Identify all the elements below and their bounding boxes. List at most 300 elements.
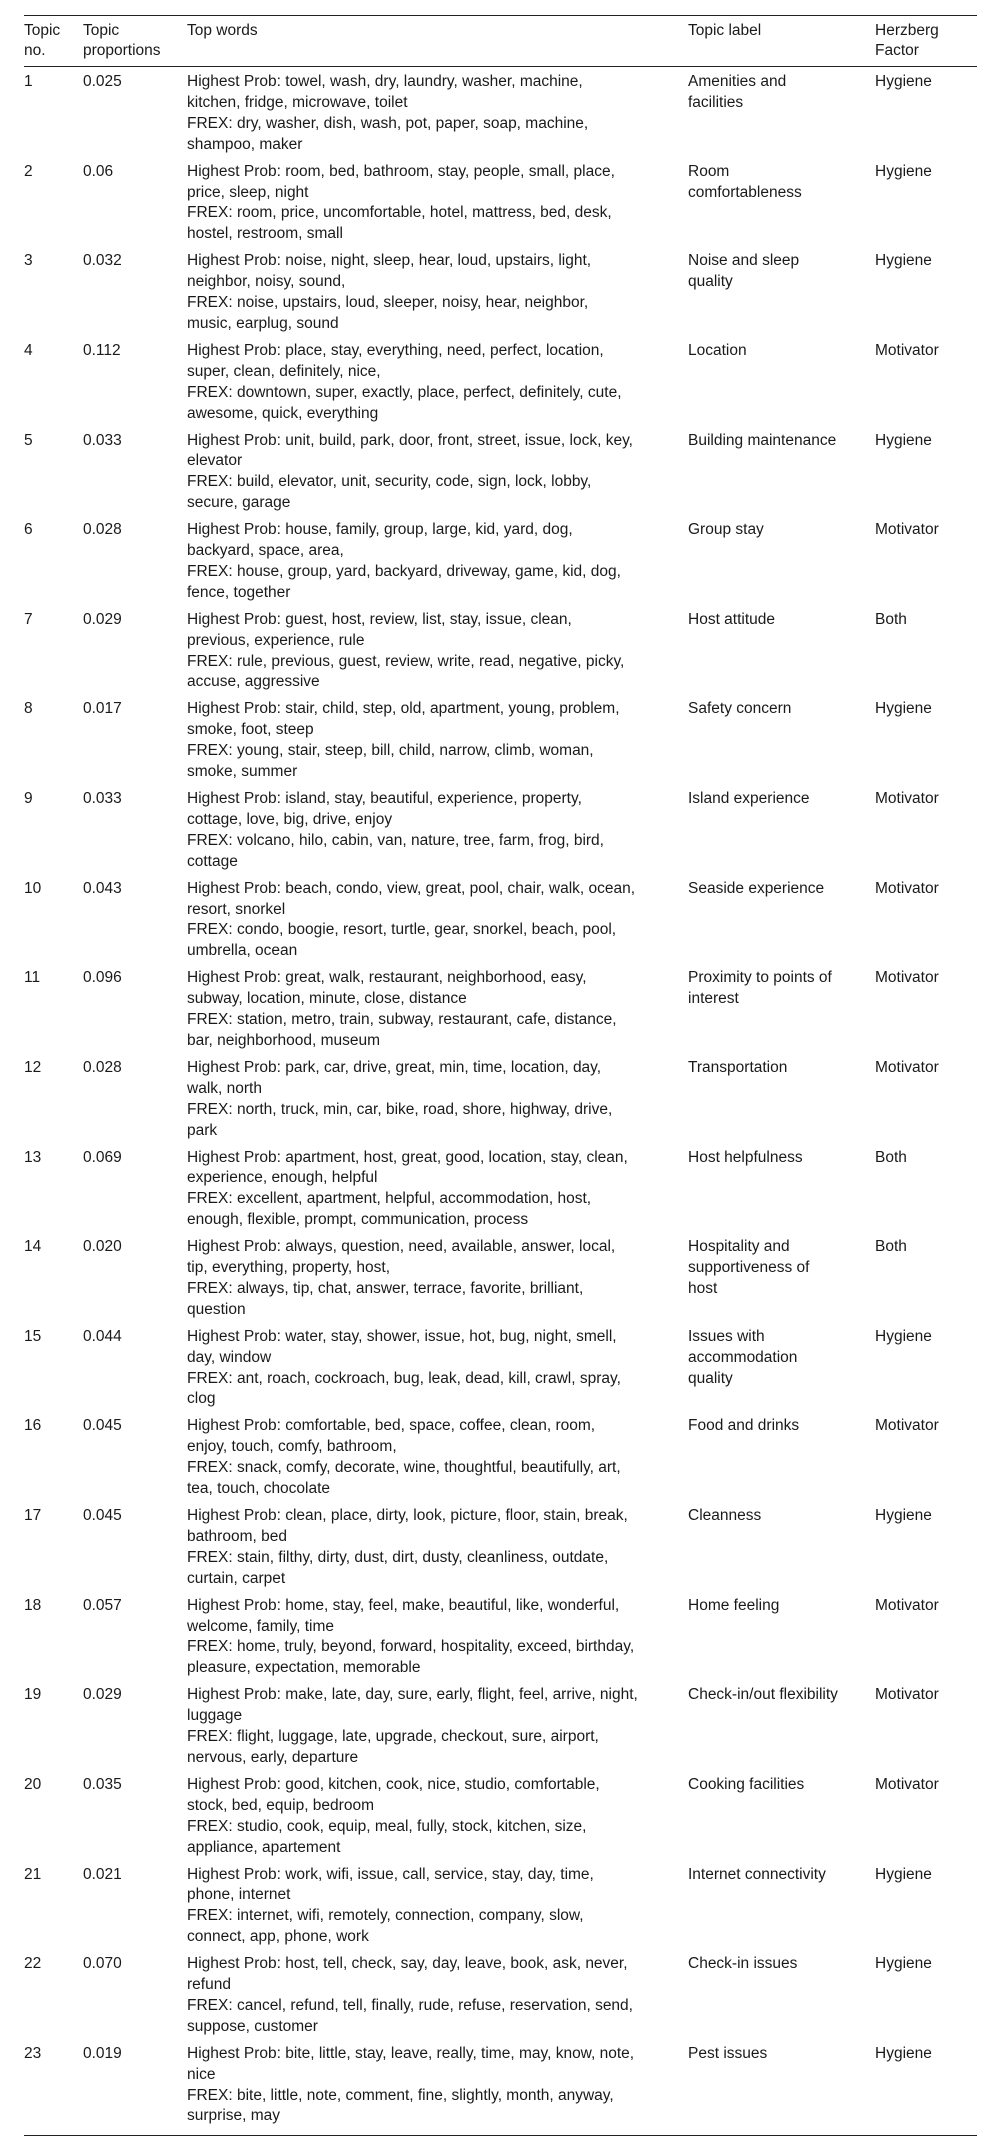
topic-table <box>24 15 977 2136</box>
cell-top-words <box>187 1591 688 1681</box>
frex-line: awesome, quick, everything <box>187 404 379 422</box>
table-row <box>24 1501 977 1591</box>
topic-number: 11 <box>24 969 41 987</box>
frex-line: FREX: snack, comfy, decorate, wine, thoughtful, beautifully, art, <box>187 1459 621 1477</box>
cell-top-words <box>187 1232 688 1322</box>
cell-topic-no <box>24 963 83 1053</box>
cell-topic-no <box>24 1591 83 1681</box>
frex-line: FREX: home, truly, beyond, forward, hospitality, exceed, birthday, <box>187 1638 635 1656</box>
table-row <box>24 605 977 695</box>
cell-topic-label <box>688 426 875 516</box>
highest-prob-line: experience, enough, helpful <box>187 1169 378 1187</box>
topic-proportion: 0.021 <box>83 1865 122 1883</box>
cell-top-words <box>187 784 688 874</box>
cell-topic-label <box>688 67 875 157</box>
frex-line: clog <box>187 1390 216 1408</box>
cell-top-words <box>187 246 688 336</box>
topic-number: 4 <box>24 341 33 359</box>
cell-topic-label <box>688 515 875 605</box>
cell-topic-no <box>24 1322 83 1412</box>
header-text: Topic <box>83 22 120 39</box>
topic-label-line: Amenities and <box>688 73 787 90</box>
cell-top-words <box>187 67 688 157</box>
cell-topic-label <box>688 1232 875 1322</box>
cell-topic-proportion <box>83 336 187 426</box>
cell-topic-proportion <box>83 515 187 605</box>
highest-prob-line: Highest Prob: great, walk, restaurant, neighborhood, easy, <box>187 969 587 987</box>
topic-number: 13 <box>24 1148 42 1166</box>
frex-line: FREX: internet, wifi, remotely, connection, company, slow, <box>187 1907 584 1925</box>
table-row <box>24 336 977 426</box>
highest-prob-line: kitchen, fridge, microwave, toilet <box>187 93 408 111</box>
highest-prob-line: cottage, love, big, drive, enjoy <box>187 810 393 828</box>
frex-line: suppose, customer <box>187 2017 318 2035</box>
table-row <box>24 157 977 247</box>
highest-prob-line: Highest Prob: house, family, group, large, kid, yard, dog, <box>187 521 573 539</box>
topic-label-line: Pest issues <box>688 2044 768 2062</box>
herzberg-factor: Motivator <box>875 1417 939 1435</box>
topic-proportion: 0.025 <box>83 73 122 90</box>
highest-prob-line: Highest Prob: apartment, host, great, good, location, stay, clean, <box>187 1148 628 1166</box>
cell-topic-label <box>688 1770 875 1860</box>
topic-label-line: Cooking facilities <box>688 1775 805 1793</box>
topic-label-line: quality <box>688 273 733 291</box>
herzberg-factor: Motivator <box>875 790 939 807</box>
topic-label-line: Room <box>688 162 730 180</box>
cell-top-words <box>187 1143 688 1233</box>
topic-label-line: Check-in/out flexibility <box>688 1686 838 1704</box>
frex-line: FREX: station, metro, train, subway, restaurant, cafe, distance, <box>187 1011 617 1029</box>
highest-prob-line: Highest Prob: make, late, day, sure, early, flight, feel, arrive, night, <box>187 1686 638 1704</box>
cell-topic-no <box>24 1770 83 1860</box>
topic-number: 16 <box>24 1417 42 1435</box>
cell-herzberg-factor <box>875 1143 977 1233</box>
table-row <box>24 1232 977 1322</box>
cell-herzberg-factor <box>875 1322 977 1412</box>
cell-topic-no <box>24 874 83 964</box>
topic-label-line: Safety concern <box>688 700 792 718</box>
herzberg-factor: Motivator <box>875 1596 939 1614</box>
highest-prob-line: tip, everything, property, host, <box>187 1259 391 1277</box>
topic-label-line: Noise and sleep <box>688 252 800 270</box>
highest-prob-line: Highest Prob: towel, wash, dry, laundry, washer, machine, <box>187 73 583 90</box>
header-topic-proportions <box>83 16 187 67</box>
cell-top-words <box>187 874 688 964</box>
cell-top-words <box>187 1322 688 1412</box>
frex-line: FREX: downtown, super, exactly, place, perfect, definitely, cute, <box>187 383 622 401</box>
topic-number: 10 <box>24 879 42 897</box>
cell-topic-label <box>688 694 875 784</box>
topic-number: 20 <box>24 1775 42 1793</box>
topic-number: 1 <box>24 73 33 90</box>
topic-label-line: Host attitude <box>688 610 776 628</box>
topic-table-container <box>24 15 977 2136</box>
cell-herzberg-factor <box>875 1053 977 1143</box>
cell-herzberg-factor <box>875 784 977 874</box>
frex-line: FREX: room, price, uncomfortable, hotel, mattress, bed, desk, <box>187 204 612 222</box>
cell-herzberg-factor <box>875 1232 977 1322</box>
table-row <box>24 246 977 336</box>
frex-line: FREX: studio, cook, equip, meal, fully, stock, kitchen, size, <box>187 1817 587 1835</box>
herzberg-factor: Hygiene <box>875 1507 932 1524</box>
table-row <box>24 874 977 964</box>
cell-topic-label <box>688 1591 875 1681</box>
table-row <box>24 784 977 874</box>
herzberg-factor: Motivator <box>875 521 939 539</box>
highest-prob-line: stock, bed, equip, bedroom <box>187 1796 374 1814</box>
frex-line: bar, neighborhood, museum <box>187 1031 381 1049</box>
herzberg-factor: Both <box>875 1148 907 1166</box>
frex-line: FREX: build, elevator, unit, security, code, sign, lock, lobby, <box>187 473 592 491</box>
header-top-words <box>187 16 688 67</box>
cell-topic-label <box>688 784 875 874</box>
frex-line: FREX: rule, previous, guest, review, write, read, negative, picky, <box>187 652 625 670</box>
cell-topic-proportion <box>83 1322 187 1412</box>
frex-line: cottage <box>187 852 238 870</box>
cell-herzberg-factor <box>875 874 977 964</box>
cell-herzberg-factor <box>875 157 977 247</box>
highest-prob-line: resort, snorkel <box>187 900 286 918</box>
topic-number: 8 <box>24 700 33 718</box>
topic-number: 19 <box>24 1686 42 1704</box>
cell-herzberg-factor <box>875 67 977 157</box>
highest-prob-line: super, clean, definitely, nice, <box>187 362 381 380</box>
cell-herzberg-factor <box>875 1680 977 1770</box>
cell-topic-no <box>24 1053 83 1143</box>
cell-top-words <box>187 336 688 426</box>
frex-line: FREX: noise, upstairs, loud, sleeper, noisy, hear, neighbor, <box>187 294 589 312</box>
topic-number: 5 <box>24 431 33 449</box>
topic-number: 6 <box>24 521 33 539</box>
topic-number: 12 <box>24 1058 42 1076</box>
cell-topic-no <box>24 694 83 784</box>
highest-prob-line: enjoy, touch, comfy, bathroom, <box>187 1438 397 1456</box>
cell-topic-label <box>688 963 875 1053</box>
cell-herzberg-factor <box>875 1770 977 1860</box>
cell-top-words <box>187 963 688 1053</box>
cell-top-words <box>187 157 688 247</box>
herzberg-factor: Motivator <box>875 879 939 897</box>
cell-topic-proportion <box>83 1770 187 1860</box>
topic-proportion: 0.044 <box>83 1327 122 1345</box>
highest-prob-line: Highest Prob: clean, place, dirty, look, picture, floor, stain, break, <box>187 1507 628 1524</box>
table-row <box>24 426 977 516</box>
frex-line: FREX: young, stair, steep, bill, child, narrow, climb, woman, <box>187 742 594 760</box>
cell-topic-label <box>688 1322 875 1412</box>
cell-topic-no <box>24 1949 83 2039</box>
topic-label-line: Cleanness <box>688 1507 762 1524</box>
topic-number: 7 <box>24 610 33 628</box>
topic-proportion: 0.06 <box>83 162 114 180</box>
herzberg-factor: Hygiene <box>875 1955 932 1973</box>
cell-herzberg-factor <box>875 1591 977 1681</box>
topic-proportion: 0.033 <box>83 790 122 807</box>
frex-line: connect, app, phone, work <box>187 1928 369 1946</box>
cell-herzberg-factor <box>875 1949 977 2039</box>
herzberg-factor: Hygiene <box>875 700 932 718</box>
herzberg-factor: Hygiene <box>875 1327 932 1345</box>
cell-topic-no <box>24 1680 83 1770</box>
cell-herzberg-factor <box>875 605 977 695</box>
topic-number: 21 <box>24 1865 42 1883</box>
topic-label-line: supportiveness of <box>688 1259 810 1277</box>
herzberg-factor: Motivator <box>875 969 939 987</box>
frex-line: shampoo, maker <box>187 135 303 153</box>
header-text: proportions <box>83 42 161 59</box>
table-row <box>24 1322 977 1412</box>
herzberg-factor: Hygiene <box>875 162 932 180</box>
herzberg-factor: Hygiene <box>875 252 932 270</box>
topic-proportion: 0.028 <box>83 521 122 539</box>
cell-topic-proportion <box>83 1501 187 1591</box>
cell-top-words <box>187 1411 688 1501</box>
topic-label-line: Proximity to points of <box>688 969 832 987</box>
cell-herzberg-factor <box>875 694 977 784</box>
topic-label-line: Location <box>688 341 747 359</box>
highest-prob-line: Highest Prob: unit, build, park, door, front, street, issue, lock, key, <box>187 431 633 449</box>
topic-label-line: Hospitality and <box>688 1238 790 1256</box>
frex-line: smoke, summer <box>187 763 298 781</box>
frex-line: FREX: always, tip, chat, answer, terrace, favorite, brilliant, <box>187 1279 584 1297</box>
frex-line: surprise, may <box>187 2107 281 2125</box>
cell-herzberg-factor <box>875 426 977 516</box>
topic-label-line: quality <box>688 1369 733 1387</box>
highest-prob-line: Highest Prob: park, car, drive, great, min, time, location, day, <box>187 1058 602 1076</box>
cell-topic-proportion <box>83 1053 187 1143</box>
highest-prob-line: Highest Prob: guest, host, review, list, stay, issue, clean, <box>187 610 572 628</box>
topic-proportion: 0.032 <box>83 252 122 270</box>
table-row <box>24 1860 977 1950</box>
table-header <box>24 16 977 67</box>
cell-topic-label <box>688 1411 875 1501</box>
highest-prob-line: Highest Prob: water, stay, shower, issue, hot, bug, night, smell, <box>187 1327 617 1345</box>
header-text: Top words <box>187 22 258 39</box>
highest-prob-line: Highest Prob: always, question, need, available, answer, local, <box>187 1238 616 1256</box>
topic-number: 14 <box>24 1238 42 1256</box>
cell-topic-no <box>24 1143 83 1233</box>
highest-prob-line: Highest Prob: noise, night, sleep, hear, loud, upstairs, light, <box>187 252 592 270</box>
topic-label-line: Group stay <box>688 521 764 539</box>
cell-topic-no <box>24 515 83 605</box>
cell-herzberg-factor <box>875 1860 977 1950</box>
frex-line: enough, flexible, prompt, communication, process <box>187 1211 529 1229</box>
frex-line: tea, touch, chocolate <box>187 1480 331 1498</box>
cell-topic-proportion <box>83 1949 187 2039</box>
cell-topic-proportion <box>83 67 187 157</box>
cell-topic-proportion <box>83 426 187 516</box>
topic-proportion: 0.035 <box>83 1775 122 1793</box>
highest-prob-line: Highest Prob: stair, child, step, old, apartment, young, problem, <box>187 700 620 718</box>
highest-prob-line: backyard, space, area, <box>187 542 344 560</box>
topic-number: 2 <box>24 162 33 180</box>
header-herzberg-factor <box>875 16 977 67</box>
cell-topic-label <box>688 874 875 964</box>
highest-prob-line: welcome, family, time <box>187 1617 334 1635</box>
herzberg-factor: Motivator <box>875 1058 939 1076</box>
topic-number: 22 <box>24 1955 42 1973</box>
cell-top-words <box>187 1053 688 1143</box>
cell-herzberg-factor <box>875 1501 977 1591</box>
cell-topic-proportion <box>83 157 187 247</box>
topic-proportion: 0.019 <box>83 2044 122 2062</box>
topic-label-line: Issues with <box>688 1327 765 1345</box>
highest-prob-line: Highest Prob: beach, condo, view, great, pool, chair, walk, ocean, <box>187 879 636 897</box>
frex-line: FREX: bite, little, note, comment, fine, slightly, month, anyway, <box>187 2086 614 2104</box>
cell-topic-proportion <box>83 874 187 964</box>
cell-topic-proportion <box>83 605 187 695</box>
cell-topic-proportion <box>83 963 187 1053</box>
highest-prob-line: luggage <box>187 1707 243 1725</box>
table-row <box>24 67 977 157</box>
topic-proportion: 0.043 <box>83 879 122 897</box>
cell-topic-proportion <box>83 784 187 874</box>
herzberg-factor: Hygiene <box>875 73 932 90</box>
highest-prob-line: Highest Prob: home, stay, feel, make, beautiful, like, wonderful, <box>187 1596 620 1614</box>
topic-proportion: 0.020 <box>83 1238 122 1256</box>
table-row <box>24 1949 977 2039</box>
table-row <box>24 515 977 605</box>
header-text: Factor <box>875 42 919 59</box>
cell-topic-label <box>688 1680 875 1770</box>
topic-number: 15 <box>24 1327 42 1345</box>
cell-topic-no <box>24 1860 83 1950</box>
topic-number: 3 <box>24 252 33 270</box>
cell-topic-label <box>688 336 875 426</box>
cell-top-words <box>187 2039 688 2136</box>
table-row <box>24 1770 977 1860</box>
highest-prob-line: elevator <box>187 452 243 470</box>
cell-topic-label <box>688 1949 875 2039</box>
cell-topic-label <box>688 605 875 695</box>
highest-prob-line: Highest Prob: island, stay, beautiful, experience, property, <box>187 790 582 807</box>
cell-topic-no <box>24 246 83 336</box>
topic-proportion: 0.045 <box>83 1507 122 1524</box>
topic-label-line: interest <box>688 990 739 1008</box>
table-row <box>24 694 977 784</box>
highest-prob-line: nice <box>187 2065 216 2083</box>
topic-label-line: Building maintenance <box>688 431 837 449</box>
highest-prob-line: day, window <box>187 1348 272 1366</box>
header-topic-label <box>688 16 875 67</box>
topic-label-line: comfortableness <box>688 183 802 201</box>
topic-number: 23 <box>24 2044 42 2062</box>
cell-herzberg-factor <box>875 246 977 336</box>
frex-line: FREX: stain, filthy, dirty, dust, dirt, dusty, cleanliness, outdate, <box>187 1548 609 1566</box>
highest-prob-line: subway, location, minute, close, distance <box>187 990 467 1008</box>
topic-label-line: Island experience <box>688 790 810 807</box>
cell-topic-proportion <box>83 1860 187 1950</box>
cell-top-words <box>187 426 688 516</box>
frex-line: FREX: volcano, hilo, cabin, van, nature, tree, farm, frog, bird, <box>187 831 604 849</box>
topic-proportion: 0.033 <box>83 431 122 449</box>
cell-topic-label <box>688 246 875 336</box>
topic-label-line: Food and drinks <box>688 1417 800 1435</box>
cell-topic-label <box>688 1053 875 1143</box>
topic-label-line: Transportation <box>688 1058 788 1076</box>
frex-line: FREX: cancel, refund, tell, finally, rude, refuse, reservation, send, <box>187 1996 633 2014</box>
topic-proportion: 0.069 <box>83 1148 122 1166</box>
header-row <box>24 16 977 67</box>
topic-proportion: 0.112 <box>83 341 121 359</box>
frex-line: FREX: north, truck, min, car, bike, road, shore, highway, drive, <box>187 1100 613 1118</box>
frex-line: question <box>187 1300 246 1318</box>
cell-herzberg-factor <box>875 515 977 605</box>
cell-topic-label <box>688 1501 875 1591</box>
herzberg-factor: Hygiene <box>875 1865 932 1883</box>
cell-topic-no <box>24 67 83 157</box>
table-body <box>24 67 977 2136</box>
cell-herzberg-factor <box>875 2039 977 2136</box>
frex-line: hostel, restroom, small <box>187 225 343 243</box>
frex-line: appliance, apartement <box>187 1838 341 1856</box>
topic-proportion: 0.096 <box>83 969 122 987</box>
topic-label-line: Host helpfulness <box>688 1148 803 1166</box>
topic-label-line: accommodation <box>688 1348 798 1366</box>
cell-topic-label <box>688 2039 875 2136</box>
frex-line: park <box>187 1121 218 1139</box>
frex-line: fence, together <box>187 583 291 601</box>
topic-label-line: Home feeling <box>688 1596 780 1614</box>
cell-top-words <box>187 1770 688 1860</box>
topic-proportion: 0.070 <box>83 1955 122 1973</box>
frex-line: secure, garage <box>187 494 291 512</box>
table-row <box>24 1411 977 1501</box>
topic-proportion: 0.029 <box>83 610 122 628</box>
topic-proportion: 0.029 <box>83 1686 122 1704</box>
topic-label-line: host <box>688 1279 718 1297</box>
highest-prob-line: Highest Prob: work, wifi, issue, call, service, stay, day, time, <box>187 1865 594 1883</box>
herzberg-factor: Motivator <box>875 341 939 359</box>
herzberg-factor: Hygiene <box>875 2044 932 2062</box>
frex-line: FREX: house, group, yard, backyard, driveway, game, kid, dog, <box>187 562 621 580</box>
topic-proportion: 0.017 <box>83 700 122 718</box>
cell-topic-no <box>24 336 83 426</box>
cell-top-words <box>187 515 688 605</box>
cell-topic-proportion <box>83 1143 187 1233</box>
frex-line: FREX: flight, luggage, late, upgrade, checkout, sure, airport, <box>187 1728 599 1746</box>
frex-line: curtain, carpet <box>187 1569 286 1587</box>
cell-topic-label <box>688 1143 875 1233</box>
herzberg-factor: Hygiene <box>875 431 932 449</box>
highest-prob-line: Highest Prob: place, stay, everything, need, perfect, location, <box>187 341 604 359</box>
cell-topic-no <box>24 157 83 247</box>
frex-line: FREX: dry, washer, dish, wash, pot, paper, soap, machine, <box>187 114 589 132</box>
herzberg-factor: Both <box>875 610 907 628</box>
cell-top-words <box>187 1501 688 1591</box>
frex-line: umbrella, ocean <box>187 942 298 960</box>
cell-top-words <box>187 694 688 784</box>
cell-topic-no <box>24 605 83 695</box>
table-row <box>24 1053 977 1143</box>
highest-prob-line: walk, north <box>187 1079 262 1097</box>
header-text: no. <box>24 42 46 59</box>
herzberg-factor: Motivator <box>875 1686 939 1704</box>
cell-topic-no <box>24 2039 83 2136</box>
table-row <box>24 1143 977 1233</box>
frex-line: pleasure, expectation, memorable <box>187 1659 421 1677</box>
highest-prob-line: previous, experience, rule <box>187 631 365 649</box>
cell-topic-proportion <box>83 694 187 784</box>
cell-topic-label <box>688 1860 875 1950</box>
topic-number: 17 <box>24 1507 42 1524</box>
table-row <box>24 963 977 1053</box>
cell-herzberg-factor <box>875 1411 977 1501</box>
highest-prob-line: bathroom, bed <box>187 1527 287 1545</box>
header-text: Topic <box>24 22 61 39</box>
highest-prob-line: Highest Prob: comfortable, bed, space, coffee, clean, room, <box>187 1417 596 1435</box>
header-text: Herzberg <box>875 22 939 39</box>
highest-prob-line: price, sleep, night <box>187 183 309 201</box>
